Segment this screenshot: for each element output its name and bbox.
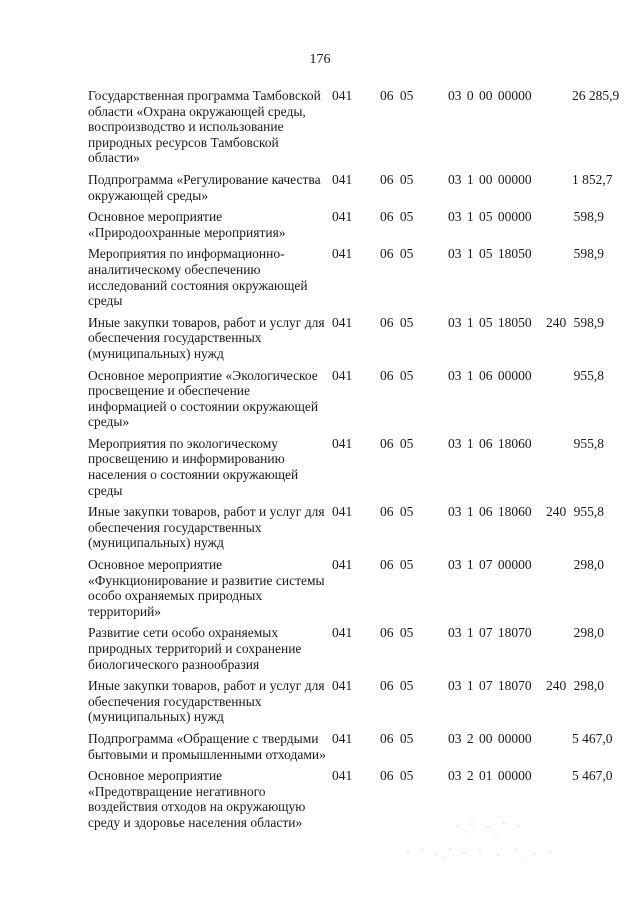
row-section-code: 06 05 [380,435,414,451]
table-row [88,625,608,672]
row-section-code: 06 05 [380,314,414,330]
table-row [88,315,608,362]
row-name: Основное мероприятие «Предотвращение негативного воздействия отходов на окружающую среду и здоровье населения области» [88,768,306,830]
row-amount: 5 467,0 [572,768,613,784]
row-ministry-code: 041 [332,768,353,784]
row-target-code: 03 1 00 00000 [448,171,532,187]
row-expense-type: 240 [546,504,567,520]
row-ministry-code: 041 [332,557,353,573]
row-section-code: 06 05 [380,730,414,746]
row-name: Мероприятия по информационно-аналитическому обеспечению исследований состояния окружающей среды [88,246,308,309]
table-row [88,436,608,498]
row-section-code: 06 05 [380,557,414,573]
row-ministry-code: 041 [332,625,353,641]
row-target-code: 03 1 06 18060 [448,504,532,520]
row-target-code: 03 1 07 00000 [448,557,532,573]
row-amount: 598,9 [573,246,604,262]
row-ministry-code: 041 [332,367,353,383]
row-ministry-code: 041 [332,171,353,187]
row-name: Развитие сети особо охраняемых природных территорий и сохранение биологического разнообразия [88,625,302,672]
row-name: Основное мероприятие «Экологическое просвещение и обеспечение информацией о состоянии окружающей среды» [88,367,319,430]
table-row [88,88,620,166]
row-amount: 598,9 [573,314,604,330]
row-section-code: 06 05 [380,367,414,383]
row-name: Иные закупки товаров, работ и услуг для обеспечения государственных (муниципальных) нужд [88,504,325,551]
row-section-code: 06 05 [380,768,414,784]
page-number: 176 [309,52,331,67]
row-amount: 955,8 [573,367,604,383]
row-amount: 298,0 [573,678,604,694]
row-section-code: 06 05 [380,504,414,520]
row-target-code: 03 2 01 00000 [448,768,532,784]
table-row [88,557,608,619]
row-section-code: 06 05 [380,625,414,641]
row-amount: 298,0 [573,625,604,641]
row-target-code: 03 1 06 18060 [448,435,532,451]
table-row [88,246,608,308]
row-target-code: 03 1 05 18050 [448,246,532,262]
row-name: Мероприятия по экологическому просвещению и информированию населения о состоянии окружающей среды [88,435,299,498]
row-section-code: 06 05 [380,678,414,694]
row-name: Основное мероприятие «Функционирование и развитие системы особо охраняемых природных территорий» [88,557,325,619]
row-amount: 598,9 [573,209,604,225]
row-name: Иные закупки товаров, работ и услуг для обеспечения государственных (муниципальных) нужд [88,314,325,361]
row-target-code: 03 1 05 00000 [448,209,532,225]
row-name: Подпрограмма «Регулирование качества окружающей среды» [88,171,321,203]
row-expense-type: 240 [546,314,567,330]
row-ministry-code: 041 [332,88,353,103]
row-name: Подпрограмма «Обращение с твердыми бытовыми и промышленными отходами» [88,730,326,762]
row-amount: 1 852,7 [572,171,613,187]
row-target-code: 03 2 00 00000 [448,730,532,746]
row-name: Иные закупки товаров, работ и услуг для обеспечения государственных (муниципальных) нужд [88,678,325,725]
faint-scan-marks [400,818,570,868]
row-amount: 5 467,0 [572,730,613,746]
row-section-code: 06 05 [380,246,414,262]
row-amount: 26 285,9 [572,88,620,103]
row-ministry-code: 041 [332,730,353,746]
table-row [88,504,608,551]
row-ministry-code: 041 [332,435,353,451]
table-row [88,678,608,725]
row-ministry-code: 041 [332,504,353,520]
row-amount: 955,8 [573,504,604,520]
row-amount: 298,0 [573,557,604,573]
row-name: Основное мероприятие «Природоохранные мероприятия» [88,209,286,240]
table-row [88,368,608,430]
row-amount: 955,8 [573,435,604,451]
row-section-code: 06 05 [380,88,414,103]
row-target-code: 03 1 07 18070 [448,625,532,641]
budget-table [88,88,620,837]
row-section-code: 06 05 [380,171,414,187]
table-row [88,171,613,203]
row-ministry-code: 041 [332,246,353,262]
row-target-code: 03 1 07 18070 [448,678,532,694]
row-target-code: 03 1 06 00000 [448,367,532,383]
row-expense-type: 240 [546,678,567,694]
table-row [88,730,613,762]
table-row [88,209,608,240]
row-ministry-code: 041 [332,678,353,694]
row-ministry-code: 041 [332,209,353,225]
row-target-code: 03 1 05 18050 [448,314,532,330]
row-ministry-code: 041 [332,314,353,330]
row-name: Государственная программа Тамбовской области «Охрана окружающей среды, воспроизводство и использование природных ресурсов Тамбовской области» [88,88,321,166]
row-target-code: 03 0 00 00000 [448,88,532,103]
row-section-code: 06 05 [380,209,414,225]
